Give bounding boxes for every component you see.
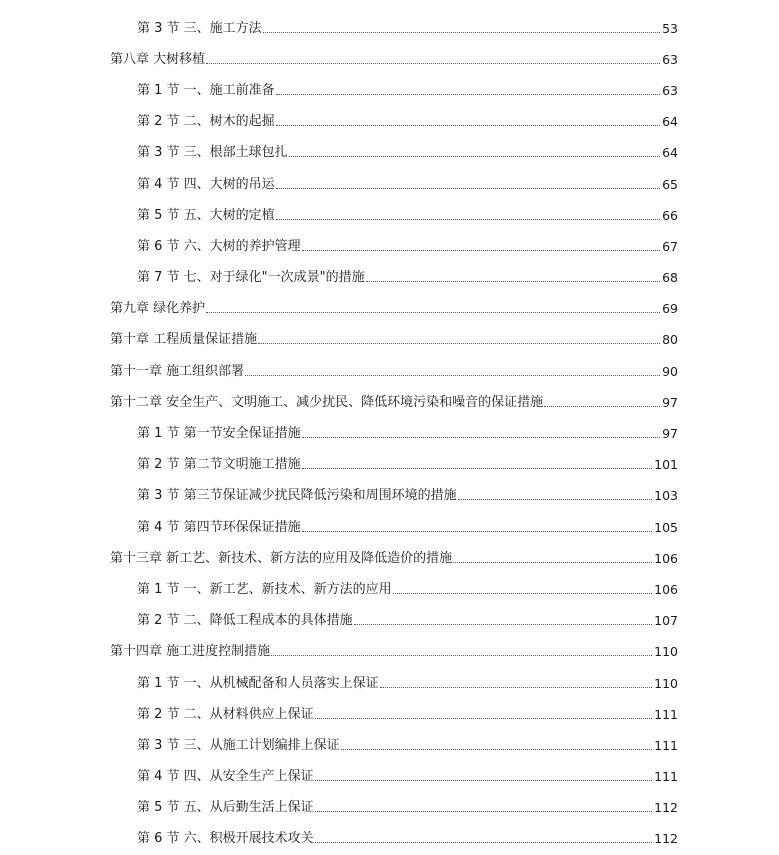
dot-leader: [458, 498, 652, 500]
toc-entry-section[interactable]: [0, 668, 779, 699]
toc-entry-title: 第十三章 新工艺、新技术、新方法的应用及降低造价的措施: [110, 550, 453, 566]
dot-leader: [453, 561, 652, 563]
toc-entry-chapter[interactable]: [0, 387, 779, 418]
toc-entry-chapter[interactable]: [0, 356, 779, 387]
toc-entry-page-number: 112: [654, 800, 678, 816]
dot-leader: [245, 374, 660, 376]
dot-leader: [302, 436, 660, 438]
toc-entry-section[interactable]: [0, 200, 779, 231]
dot-leader: [315, 779, 652, 781]
toc-entry-page-number: 106: [654, 550, 678, 566]
toc-entry-chapter[interactable]: [0, 294, 779, 325]
toc-entry-page-number: 69: [662, 301, 678, 317]
toc-entry-section[interactable]: [0, 793, 779, 824]
toc-entry-section[interactable]: [0, 574, 779, 605]
dot-leader: [276, 187, 660, 189]
dot-leader: [276, 93, 660, 95]
toc-entry-section[interactable]: [0, 512, 779, 543]
toc-entry-chapter[interactable]: [0, 325, 779, 356]
toc-entry-page-number: 68: [662, 270, 678, 286]
toc-entry-title: 第 4 节 第四节环保保证措施: [137, 519, 301, 535]
toc-entry-title: 第十二章 安全生产、文明施工、减少扰民、降低环境污染和噪音的保证措施: [110, 394, 544, 410]
dot-leader: [258, 342, 660, 344]
toc-entry-title: 第 4 节 四、从安全生产上保证: [137, 769, 314, 785]
toc-entry-chapter[interactable]: [0, 543, 779, 574]
toc-entry-section[interactable]: [0, 13, 779, 44]
toc-entry-section[interactable]: [0, 481, 779, 512]
dot-leader: [276, 218, 660, 220]
toc-entry-section[interactable]: [0, 107, 779, 138]
toc-entry-page-number: 103: [654, 488, 678, 504]
toc-entry-title: 第 1 节 一、新工艺、新技术、新方法的应用: [137, 581, 392, 597]
toc-entry-page-number: 97: [662, 426, 678, 442]
toc-entry-title: 第十四章 施工进度控制措施: [110, 644, 271, 660]
toc-entry-page-number: 111: [654, 737, 678, 753]
dot-leader: [271, 654, 652, 656]
toc-entry-section[interactable]: [0, 699, 779, 730]
toc-entry-page-number: 53: [662, 20, 678, 36]
toc-entry-title: 第八章 大树移植: [110, 51, 206, 67]
toc-entry-title: 第 4 节 四、大树的吊运: [137, 176, 275, 192]
toc-entry-page-number: 111: [654, 769, 678, 785]
toc-entry-chapter[interactable]: [0, 637, 779, 668]
dot-leader: [302, 467, 652, 469]
toc-entry-title: 第 2 节 二、树木的起掘: [137, 114, 275, 130]
toc-entry-title: 第十一章 施工组织部署: [110, 363, 245, 379]
toc-entry-title: 第 6 节 六、积极开展技术攻关: [137, 831, 314, 847]
dot-leader: [315, 810, 652, 812]
dot-leader: [380, 686, 652, 688]
toc-entry-page-number: 105: [654, 519, 678, 535]
toc-entry-page-number: 80: [662, 332, 678, 348]
toc-entry-title: 第 2 节 二、从材料供应上保证: [137, 706, 314, 722]
dot-leader: [315, 717, 652, 719]
toc-entry-section[interactable]: [0, 418, 779, 449]
toc-entry-title: 第 5 节 五、从后勤生活上保证: [137, 800, 314, 816]
dot-leader: [393, 592, 652, 594]
toc-entry-title: 第 2 节 二、降低工程成本的具体措施: [137, 613, 353, 629]
toc-entry-page-number: 106: [654, 581, 678, 597]
toc-entry-section[interactable]: [0, 824, 779, 855]
dot-leader: [366, 280, 660, 282]
dot-leader: [341, 748, 652, 750]
toc-entry-page-number: 64: [662, 145, 678, 161]
toc-entry-title: 第 1 节 一、从机械配备和人员落实上保证: [137, 675, 379, 691]
toc-entry-page-number: 65: [662, 176, 678, 192]
dot-leader: [354, 623, 652, 625]
toc-entry-section[interactable]: [0, 730, 779, 761]
toc-entry-page-number: 66: [662, 207, 678, 223]
toc-entry-page-number: 112: [654, 831, 678, 847]
toc-entry-page-number: 110: [654, 644, 678, 660]
toc-entry-page-number: 97: [662, 394, 678, 410]
toc-entry-title: 第 3 节 第三节保证减少扰民降低污染和周围环境的措施: [137, 488, 457, 504]
toc-entry-page-number: 101: [654, 457, 678, 473]
toc-entry-title: 第 3 节 三、施工方法: [137, 20, 262, 36]
toc-entry-title: 第 3 节 三、从施工计划编排上保证: [137, 737, 340, 753]
toc-entry-title: 第 5 节 五、大树的定植: [137, 207, 275, 223]
toc-entry-page-number: 111: [654, 706, 678, 722]
toc-entry-section[interactable]: [0, 450, 779, 481]
dot-leader: [276, 124, 660, 126]
toc-entry-page-number: 64: [662, 114, 678, 130]
toc-entry-title: 第 7 节 七、对于绿化"一次成景"的措施: [137, 270, 365, 286]
table-of-contents: [0, 13, 779, 855]
toc-entry-section[interactable]: [0, 169, 779, 200]
dot-leader: [289, 155, 660, 157]
toc-entry-title: 第 1 节 第一节安全保证措施: [137, 426, 301, 442]
toc-entry-section[interactable]: [0, 263, 779, 294]
dot-leader: [302, 249, 660, 251]
toc-entry-page-number: 63: [662, 51, 678, 67]
dot-leader: [302, 530, 652, 532]
dot-leader: [206, 311, 660, 313]
toc-entry-title: 第 3 节 三、根部土球包扎: [137, 145, 288, 161]
toc-entry-page-number: 63: [662, 82, 678, 98]
toc-entry-title: 第 1 节 一、施工前准备: [137, 82, 275, 98]
dot-leader: [263, 31, 660, 33]
toc-entry-section[interactable]: [0, 606, 779, 637]
toc-entry-section[interactable]: [0, 138, 779, 169]
dot-leader: [544, 405, 660, 407]
toc-entry-section[interactable]: [0, 762, 779, 793]
toc-entry-section[interactable]: [0, 231, 779, 262]
toc-entry-chapter[interactable]: [0, 44, 779, 75]
toc-entry-title: 第九章 绿化养护: [110, 301, 206, 317]
toc-entry-page-number: 107: [654, 613, 678, 629]
toc-entry-title: 第 6 节 六、大树的养护管理: [137, 238, 301, 254]
toc-entry-page-number: 67: [662, 238, 678, 254]
toc-entry-page-number: 90: [662, 363, 678, 379]
toc-entry-title: 第十章 工程质量保证措施: [110, 332, 258, 348]
toc-entry-section[interactable]: [0, 75, 779, 106]
toc-entry-title: 第 2 节 第二节文明施工措施: [137, 457, 301, 473]
toc-entry-page-number: 110: [654, 675, 678, 691]
dot-leader: [206, 62, 660, 64]
dot-leader: [315, 841, 652, 843]
